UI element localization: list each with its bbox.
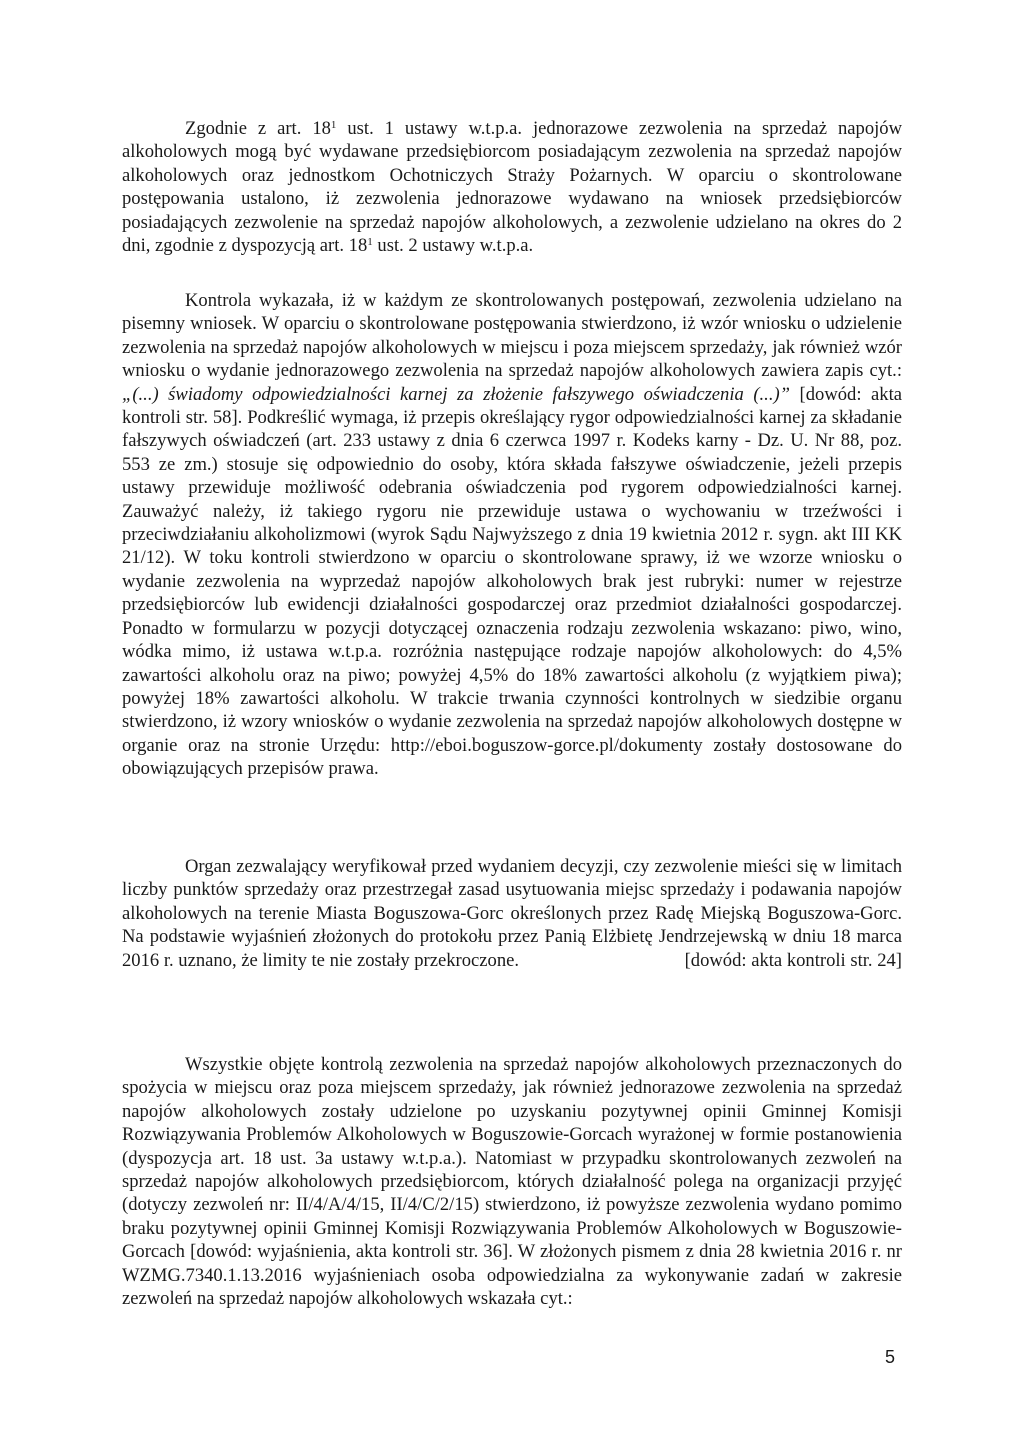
- superscript-1: 1: [367, 236, 373, 249]
- paragraph-1-text: ust. 1 ustawy w.t.p.a. jednorazowe zezwolenia na sprzedaż napojów alkoholowych mogą być wydawane przedsiębiorcom posiadającym zezwolenia na sprzedaż napojów alkoholowych oraz jednostkom Ochotniczych Straży Pożarnych. W oparciu o skontrolowane postępowania ustalono, iż zezwolenia jednorazowe wydawano na wniosek przedsiębiorców posiadających zezwolenie na sprzedaż napojów alkoholowych, a zezwolenie udzielano na okres do 2 dni, zgodnie z dyspozycją art. 18: [122, 118, 903, 257]
- paragraph-1-text: ust. 2 ustawy w.t.p.a.: [372, 235, 534, 257]
- paragraph-1-text: Zgodnie z art. 18: [185, 118, 331, 139]
- paragraph-3-text: Organ zezwalający weryfikował przed wydaniem decyzji, czy zezwolenie mieści się w limitach liczby punktów sprzedaży oraz przestrzegał zasad usytuowania miejsc sprzedaży i podawania napojów alkoholowych na terenie Miasta Boguszowa-Gorc określonych przez Radę Miejską Boguszowa-Gorc. Na podstawie wyjaśnień złożonych do protokołu przez Panią Elżbietę Jendrzejewską w dniu 18 marca 2016 r. uznano, że limity te nie zostały przekroczone.: [122, 856, 902, 971]
- paragraph-2: [122, 289, 902, 781]
- paragraph-3: [122, 855, 902, 972]
- paragraph-4-text: Wszystkie objęte kontrolą zezwolenia na sprzedaż napojów alkoholowych przeznaczonych do spożycia w miejscu oraz poza miejscem sprzedaży, jak również jednorazowe zezwolenia na sprzedaż napojów alkoholowych zostały udzielone po uzyskaniu pozytywnej opinii Gminnej Komisji Rozwiązywania Problemów Alkoholowych w Boguszowie-Gorcach wyrażonej w formie postanowienia (dyspozycja art. 18 ust. 3a ustawy w.t.p.a.). Natomiast w przypadku skontrolowanych zezwoleń na sprzedaż napojów alkoholowych przedsiębiorcom, których działalność polega na organizacji przyjęć (dotyczy zezwoleń nr: II/4/A/4/15, II/4/C/2/15) stwierdzono, iż powyższe zezwolenia wydano pomimo braku pozytywnej opinii Gminnej Komisji Rozwiązywania Problemów Alkoholowych w Boguszowie-Gorcach [dowód: wyjaśnienia, akta kontroli str. 36]. W złożonych pismem z dnia 28 kwietnia 2016 r. nr WZMG.7340.1.13.2016 wyjaśnieniach osoba odpowiedzialna za wykonywanie zadań w zakresie zezwoleń na sprzedaż napojów alkoholowych wskazała cyt.:: [122, 1054, 902, 1310]
- superscript-1: 1: [330, 119, 337, 131]
- page-number: 5: [885, 1347, 896, 1367]
- quoted-statement: „(...) świadomy odpowiedzialności karnej za złożenie fałszywego oświadczenia (...)”: [122, 383, 791, 405]
- paragraph-2-text: [dowód: akta kontroli str. 58]. Podkreślić wymaga, iż przepis określający rygor odpowiedzialności karnej za składanie fałszywych oświadczeń (art. 233 ustawy z dnia 6 czerwca 1997 r. Kodeks karny - Dz. U. Nr 88, poz. 553 ze zm.) stosuje się odpowiednio do osoby, która składa fałszywe oświadczenie, jeżeli przepis ustawy przewiduje możliwość odebrania oświadczenia pod rygorem odpowiedzialności karnej. Zauważyć należy, iż takiego rygoru nie przewiduje ustawa o wychowaniu w trzeźwości i przeciwdziałaniu alkoholizmowi (wyrok Sądu Najwyższego z dnia 19 kwietnia 2012 r. sygn. akt III KK 21/12). W toku kontroli stwierdzono w oparciu o skontrolowane sprawy, iż we wzorze wniosku o wydanie zezwolenia na wyprzedaż napojów alkoholowych brak jest rubryki: numer w rejestrze przedsiębiorców lub ewidencji działalności gospodarczej oraz przedmiot działalności gospodarczej. Ponadto w formularzu w pozycji dotyczącej oznaczenia rodzaju zezwolenia wskazano: piwo, wino, wódka mimo, iż ustawa w.t.p.a. rozróżnia następujące rodzaje napojów alkoholowych: do 4,5% zawartości alkoholu oraz na piwo; powyżej 4,5% do 18% zawartości alkoholu (z wyjątkiem piwa); powyżej 18% zawartości alkoholu. W trakcie trwania czynności kontrolnych w siedzibie organu stwierdzono, iż wzory wniosków o wydanie zezwolenia na sprzedaż napojów alkoholowych dostępne w organie oraz na stronie Urzędu: http://eboi.boguszow-gorce.pl/dokumenty zostały dostosowane do obowiązujących przepisów prawa.: [122, 383, 902, 780]
- paragraph-4: [122, 1053, 902, 1310]
- paragraph-1: [122, 117, 902, 257]
- paragraph-2-text: Kontrola wykazała, iż w każdym ze skontrolowanych postępowań, zezwolenia udzielano na pisemny wniosek. W oparciu o skontrolowane postępowania stwierdzono, iż wzór wniosku o udzielenie zezwolenia na sprzedaż napojów alkoholowych w miejscu i poza miejscem sprzedaży, jak również wzór wniosku o wydanie jednorazowego zezwolenia na sprzedaż napojów alkoholowych zawiera zapis cyt.:: [122, 290, 902, 382]
- evidence-reference: [dowód: akta kontroli str. 24]: [684, 949, 902, 971]
